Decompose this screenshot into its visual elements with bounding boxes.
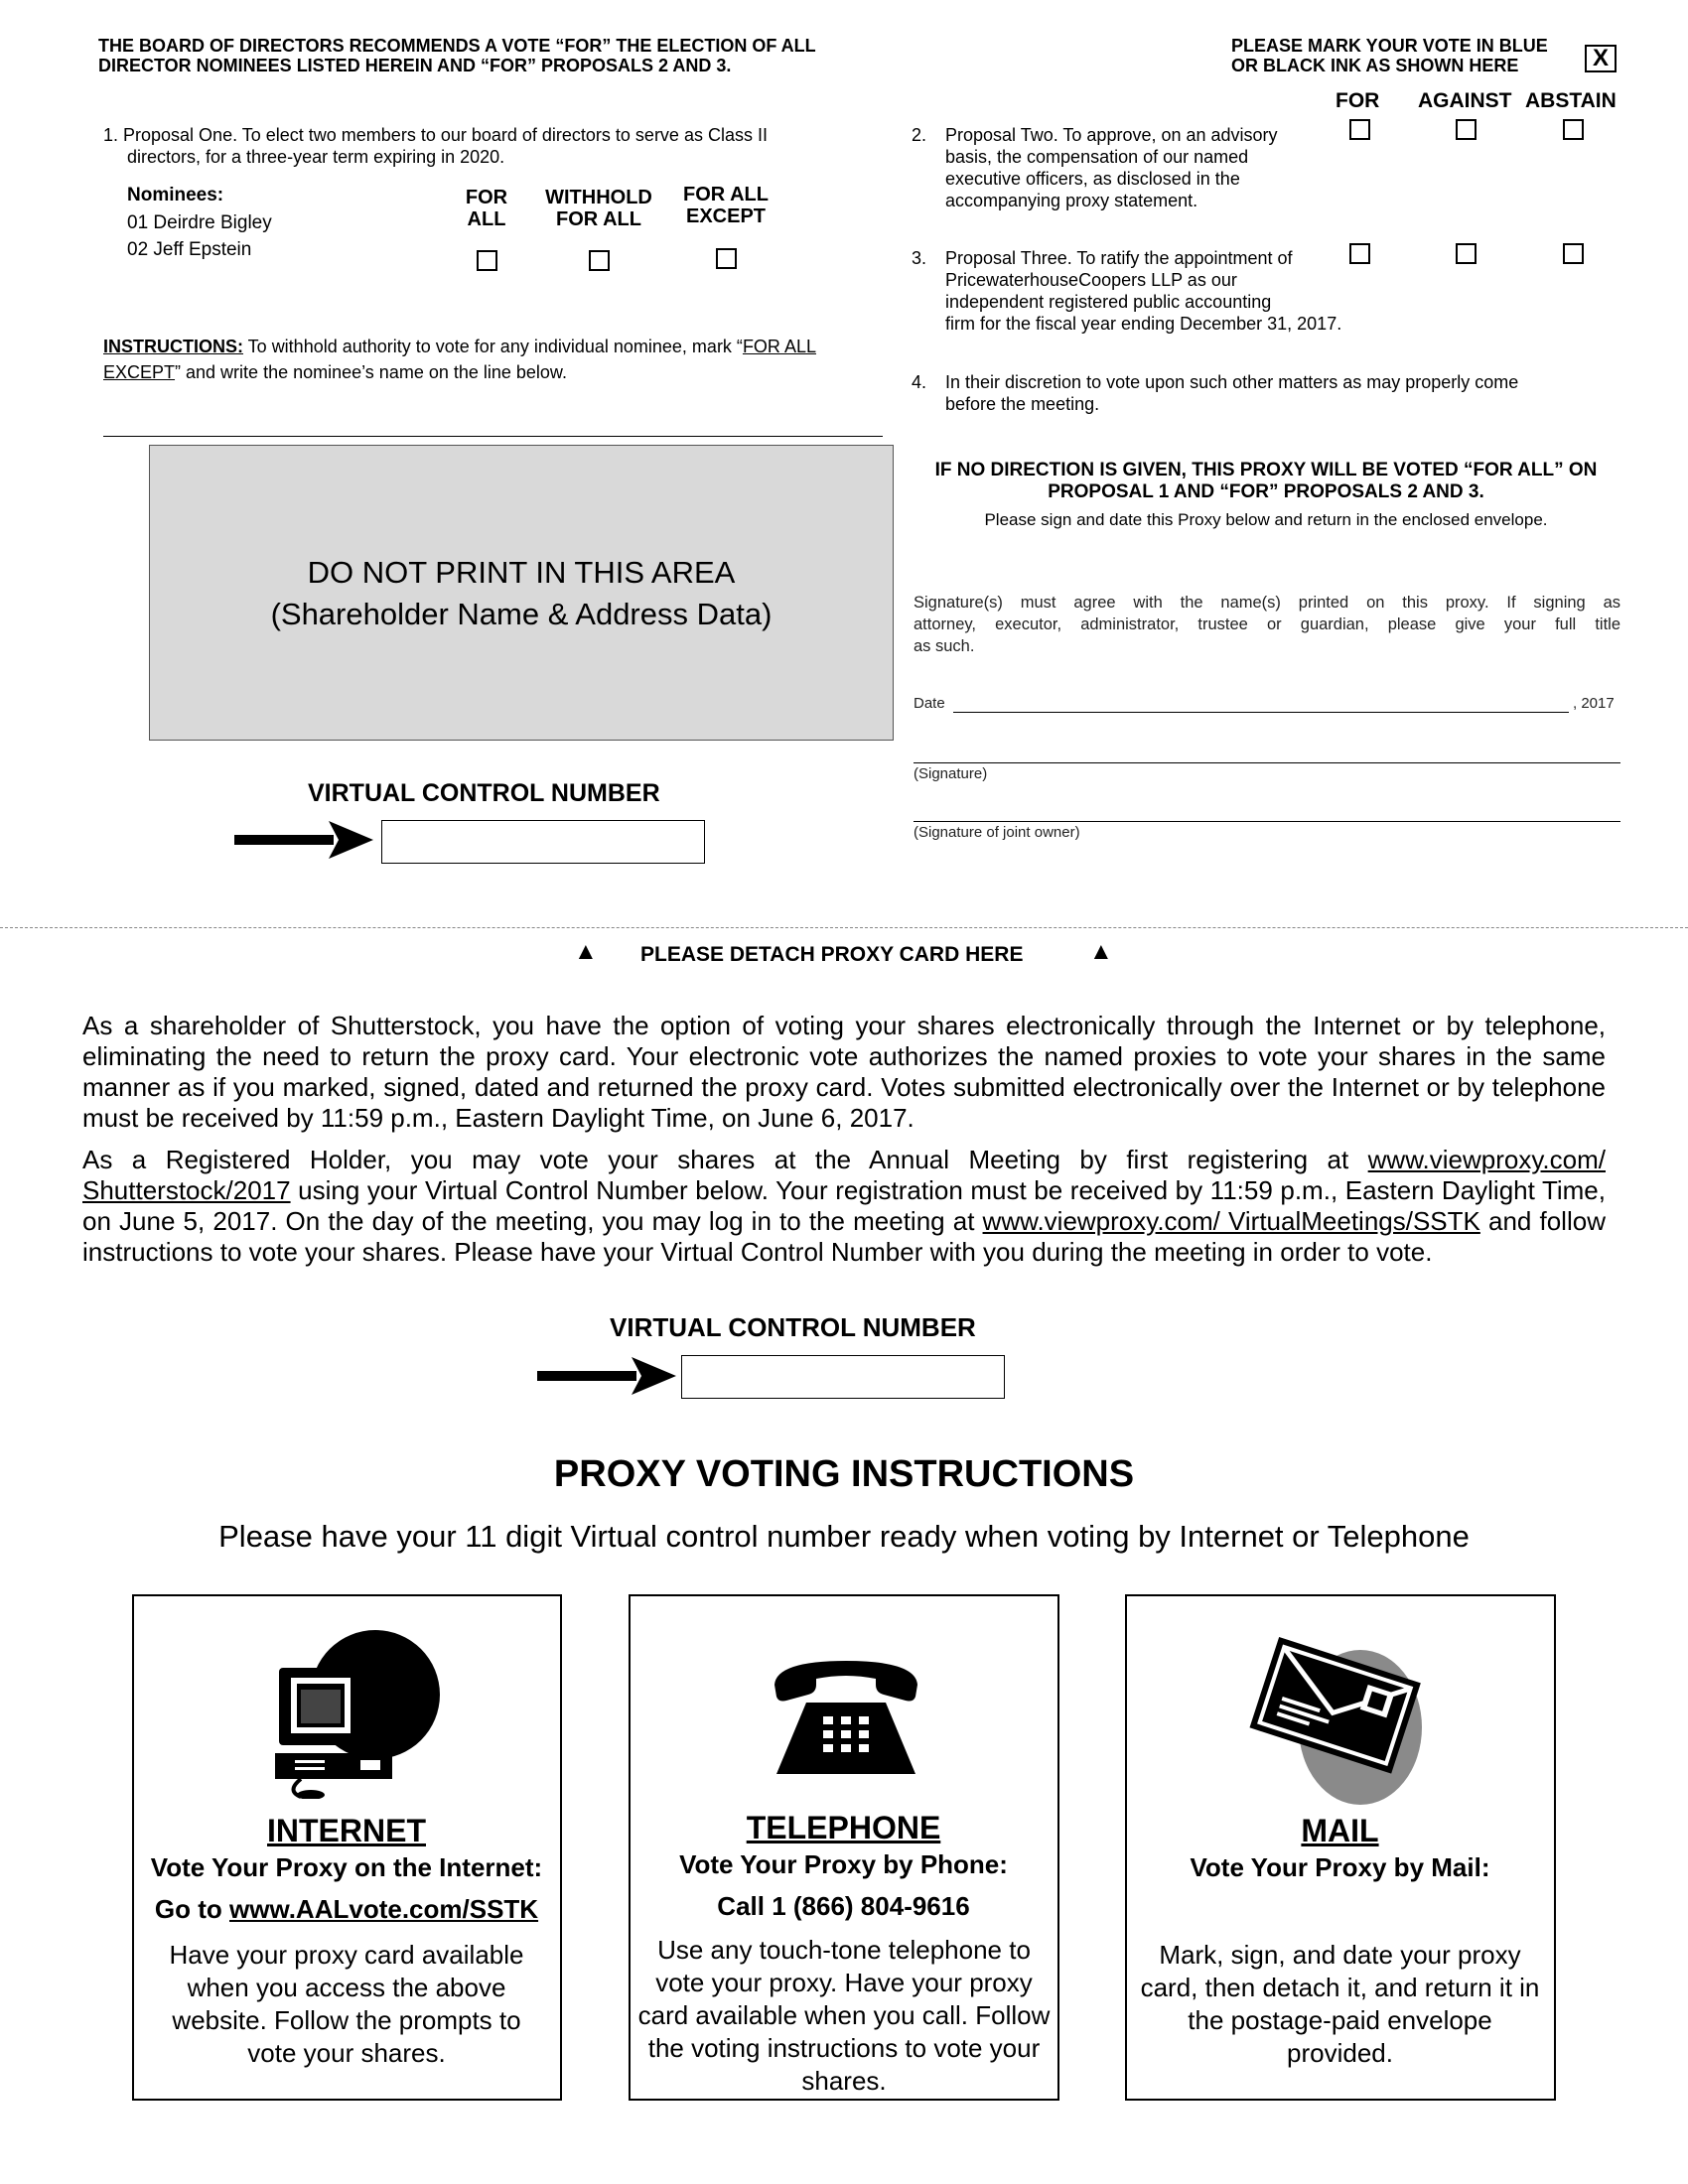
proposal-three-line: independent registered public accounting [945,292,1272,312]
internet-title: INTERNET [267,1813,426,1848]
joint-signature-label: (Signature of joint owner) [914,824,1080,841]
proposal-three-against-checkbox[interactable] [1456,243,1477,264]
signature-note-line: Signature(s) must agree with the name(s) printed on this proxy. If signing as [914,594,1620,612]
registered-holder-text-1: As a Registered Holder, you may vote your shares at the Annual Meeting by first registering at [82,1145,1368,1174]
arrow-right-icon [537,1357,676,1395]
proxy-voting-instructions-subtitle: Please have your 11 digit Virtual control number ready when voting by Internet or Telephone [218,1519,1470,1554]
proposal-three-line: Proposal Three. To ratify the appointment of [945,248,1293,268]
proposal-one-line-1: 1. Proposal One. To elect two members to our board of directors to serve as Class II [103,125,768,145]
telephone-title: TELEPHONE [746,1810,941,1845]
proposal-three-line: PricewaterhouseCoopers LLP as our [945,270,1237,290]
telephone-number: Call 1 (866) 804-9616 [717,1891,970,1921]
except-line-2: EXCEPT [685,205,767,227]
joint-signature-line[interactable] [914,821,1620,822]
registered-holder-text-3: and follow instructions to vote your shares. Please have your Virtual Control Number with you during the meeting in order to vote. [82,1206,1606,1267]
proposal-one-line-2: directors, for a three-year term expiring in 2020. [127,147,505,167]
telephone-subtitle: Vote Your Proxy by Phone: [679,1849,1008,1879]
proxy-voting-instructions-title: PROXY VOTING INSTRUCTIONS [553,1453,1135,1495]
no-direction-notice [909,460,1623,503]
proposal-two-line: basis, the compensation of our named [945,147,1249,167]
mark-line-1: PLEASE MARK YOUR VOTE IN BLUE [1231,36,1548,56]
virtual-control-number-label: VIRTUAL CONTROL NUMBER [308,779,660,807]
proposal-two-line: executive officers, as disclosed in the [945,169,1240,189]
mail-instructions: Mark, sign, and date your proxy card, then detach it, and return it in the postage-paid envelope provided. [1140,1940,1540,2068]
proposal-three-number: 3. [912,248,927,268]
sample-mark-checkbox [1585,45,1617,72]
column-header-for-all-except [671,184,780,227]
board-recommendation [98,36,816,75]
withhold-line-1: WITHHOLD [545,187,652,208]
proposal-one-withhold-checkbox[interactable] [589,250,610,271]
column-header-for-all [452,187,521,230]
recommendation-line-2: DIRECTOR NOMINEES LISTED HEREIN AND “FOR” PROPOSALS 2 AND 3. [98,56,732,75]
date-label: Date [914,695,945,712]
envelope-icon [1236,1618,1435,1807]
x-mark-icon: X [1592,45,1609,71]
signature-line[interactable] [914,762,1620,763]
proposal-three-text [945,247,1382,335]
signature-note-line: attorney, executor, administrator, trustee or guardian, please give your full title [914,615,1620,633]
recommendation-line-1: THE BOARD OF DIRECTORS RECOMMENDS A VOTE “FOR” THE ELECTION OF ALL [98,36,816,56]
detach-perforation-line [0,927,1688,928]
date-field-line[interactable] [953,712,1569,713]
column-header-against: AGAINST [1418,89,1512,112]
proposal-three-line: firm for the fiscal year ending December 31, 2017. [945,314,1342,334]
mail-title: MAIL [1301,1813,1379,1848]
proposal-two-abstain-checkbox[interactable] [1563,119,1584,140]
electronic-voting-paragraph: As a shareholder of Shutterstock, you have the option of voting your shares electronically through the Internet or by telephone, eliminating the need to return the proxy card. Your electronic vote authorizes the named proxies to vote your shares in the same manner as if you marked, signed, dated and returned the proxy card. Votes submitted electronically over the Internet or by telephone must be received by 11:59 p.m., Eastern Daylight Time, on June 6, 2017. [82,1011,1606,1133]
registration-link[interactable]: www.viewproxy.com/ Shutterstock/2017 [82,1145,1606,1205]
except-line-1: FOR ALL [683,184,769,205]
proposal-three-for-checkbox[interactable] [1349,243,1370,264]
telephone-icon [767,1651,925,1780]
do-not-print-line-2: (Shareholder Name & Address Data) [270,597,773,631]
no-direction-line-2: PROPOSAL 1 AND “FOR” PROPOSALS 2 AND 3. [1048,481,1484,502]
proposal-one-for-all-checkbox[interactable] [477,250,497,271]
proposal-two-number: 2. [912,125,927,145]
instructions-text [103,334,888,385]
detach-up-arrow-icon: ▲ [574,938,598,965]
virtual-control-number-label-stub: VIRTUAL CONTROL NUMBER [610,1312,976,1342]
registered-holder-text-2: using your Virtual Control Number below. Your registration must be received by 11:59 p.m., Eastern Daylight Time, on June 5, 2017. On the day of the meeting, you may log in to the meeting at [82,1175,1606,1236]
for-all-link: FOR ALL [742,337,816,356]
mail-panel [1125,1594,1556,2101]
detach-up-arrow-icon: ▲ [1089,938,1113,965]
signature-label: (Signature) [914,765,988,782]
internet-subtitle: Vote Your Proxy on the Internet: [150,1852,543,1882]
shareholder-address-area [149,445,894,741]
signature-note-line: as such. [914,637,975,655]
year-label: , 2017 [1573,695,1615,712]
except-link: EXCEPT [103,362,176,382]
instructions-body: To withhold authority to vote for any individual nominee, mark “ [243,337,743,356]
nominee-1: 01 Deirdre Bigley [127,212,272,233]
computer-icon [261,1620,440,1799]
internet-instructions: Have your proxy card available when you access the above website. Follow the prompts to vote your shares. [169,1940,524,2068]
column-header-abstain: ABSTAIN [1525,89,1617,112]
proposal-four-number: 4. [912,372,927,392]
sign-and-date-note: Please sign and date this Proxy below and return in the enclosed envelope. [984,510,1548,529]
internet-panel [132,1594,562,2101]
column-header-for: FOR [1336,89,1380,112]
proposal-two-for-checkbox[interactable] [1349,119,1370,140]
proposal-four-line-2: before the meeting. [945,394,1100,414]
virtual-control-number-box [381,820,705,864]
mail-subtitle: Vote Your Proxy by Mail: [1190,1852,1490,1882]
signature-agreement-note [914,592,1620,657]
proposal-four-text [945,371,1620,415]
proposal-two-text [945,124,1303,211]
no-direction-line-1: IF NO DIRECTION IS GIVEN, THIS PROXY WILL BE VOTED “FOR ALL” ON [934,460,1598,480]
proposal-four-line-1: In their discretion to vote upon such other matters as may properly come [945,372,1519,392]
registered-holder-paragraph [82,1145,1606,1268]
arrow-right-icon [234,821,373,859]
nominee-2: 02 Jeff Epstein [127,239,252,260]
proposal-one-except-checkbox[interactable] [716,248,737,269]
telephone-instructions: Use any touch-tone telephone to vote your proxy. Have your proxy card available when you call. Follow the voting instructions to vote your shares. [637,1935,1051,2096]
mark-line-2: OR BLACK INK AS SHOWN HERE [1231,56,1519,75]
virtual-meeting-link[interactable]: www.viewproxy.com/ VirtualMeetings/SSTK [982,1206,1480,1236]
proposal-three-abstain-checkbox[interactable] [1563,243,1584,264]
proposal-two-line: accompanying proxy statement. [945,191,1198,210]
nominee-write-in-line[interactable] [103,436,883,437]
nominees-label: Nominees: [127,185,224,205]
for-all-line-1: FOR [465,187,508,208]
mark-vote-instruction [1231,36,1548,75]
proposal-two-line: Proposal Two. To approve, on an advisory [945,125,1278,145]
proposal-two-against-checkbox[interactable] [1456,119,1477,140]
telephone-panel [629,1594,1059,2101]
column-header-withhold [532,187,665,230]
detach-label: PLEASE DETACH PROXY CARD HERE [640,943,1024,966]
do-not-print-line-1: DO NOT PRINT IN THIS AREA [307,555,736,590]
proposal-one-text [103,124,898,168]
internet-url-line [134,1894,559,1925]
instructions-label: INSTRUCTIONS: [103,337,243,356]
withhold-line-2: FOR ALL [556,208,641,230]
go-to-label: Go to [154,1894,229,1924]
internet-voting-link[interactable]: www.AALvote.com/SSTK [229,1894,539,1924]
virtual-control-number-box-stub [681,1355,1005,1399]
for-all-line-2: ALL [467,208,506,230]
instructions-tail: ” and write the nominee’s name on the line below. [175,362,567,382]
